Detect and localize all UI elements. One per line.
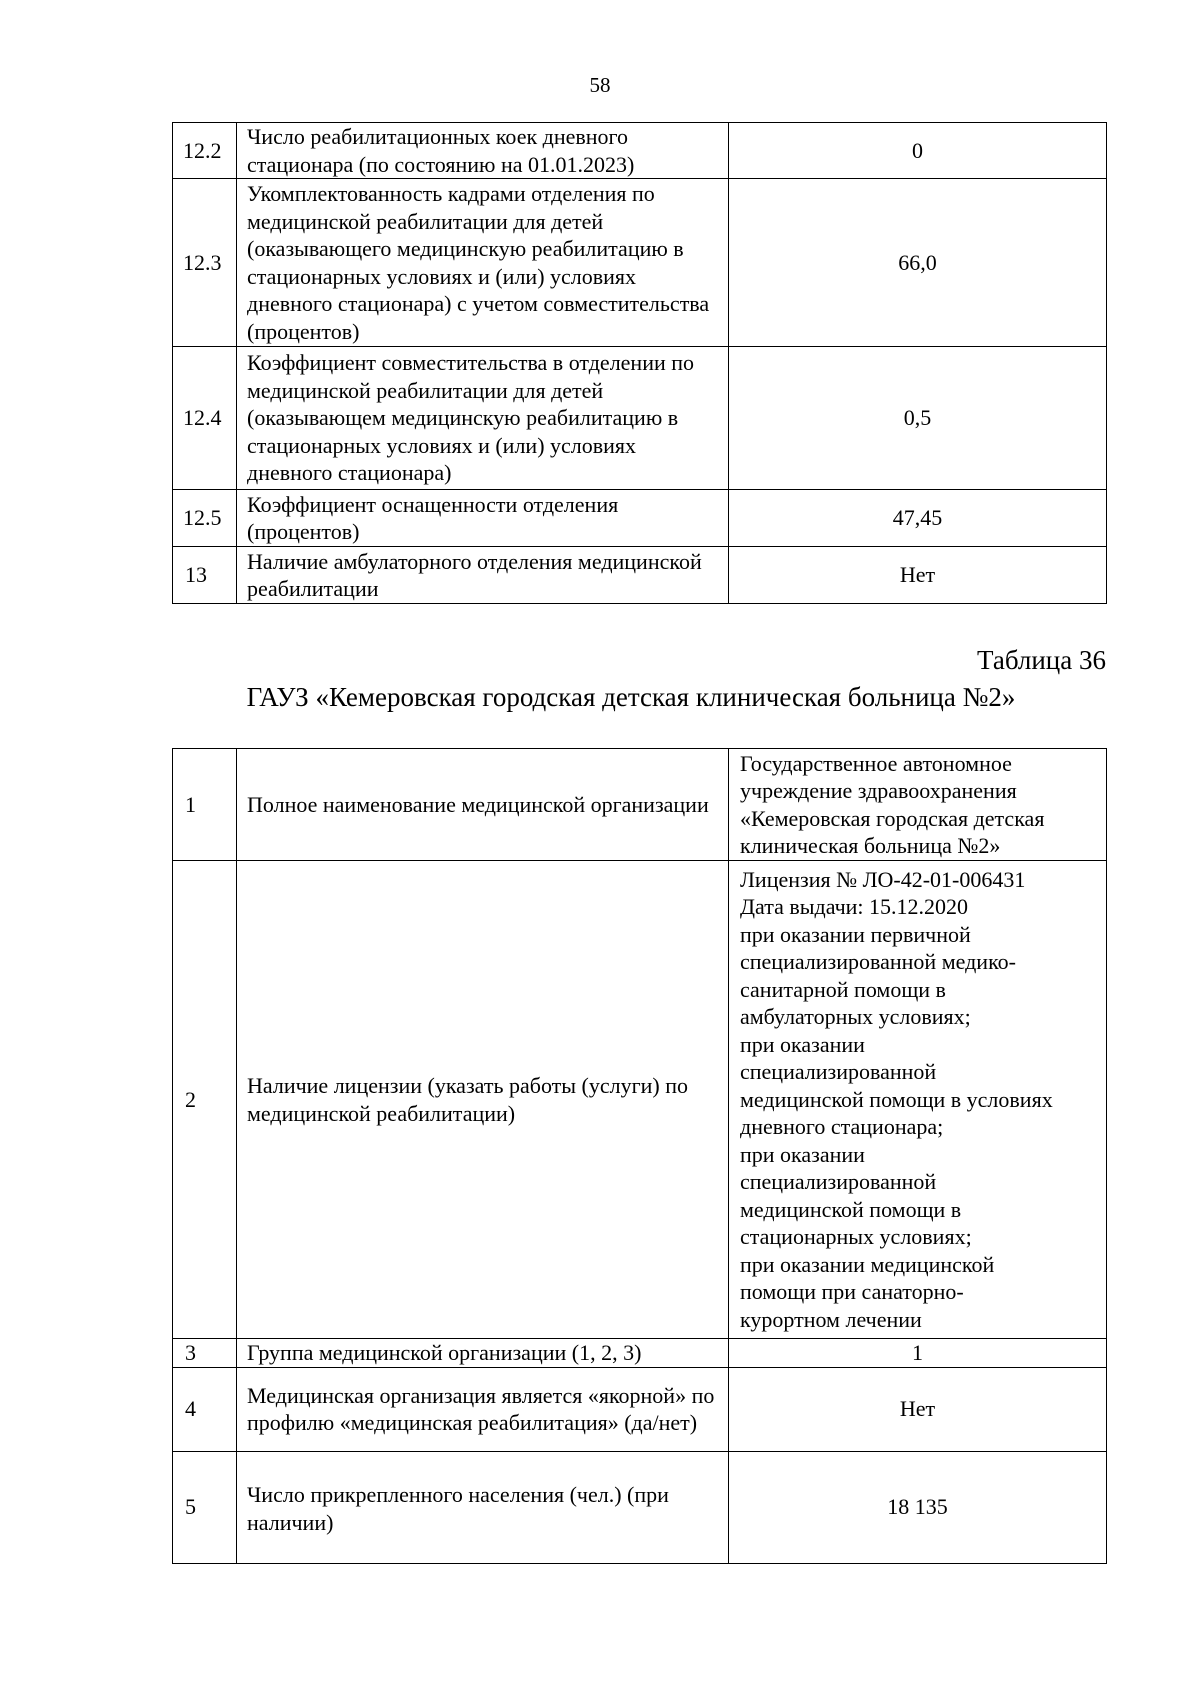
row-value: Нет	[729, 1367, 1107, 1451]
row-value: 66,0	[729, 179, 1107, 347]
table-main	[172, 748, 1107, 1564]
license-line: курортном лечении	[740, 1306, 922, 1332]
license-line: медицинской помощи в условиях	[740, 1086, 1053, 1112]
table-row	[173, 1339, 1107, 1368]
table-row	[173, 490, 1107, 547]
license-line: специализированной	[740, 1059, 937, 1085]
row-description: Наличие амбулаторного отделения медицинской реабилитации	[237, 547, 729, 604]
row-number: 4	[173, 1367, 237, 1451]
license-line: при оказании первичной	[740, 921, 971, 947]
table-top	[172, 122, 1107, 604]
license-line: дневного стационара;	[740, 1114, 944, 1140]
license-line: при оказании	[740, 1031, 865, 1057]
license-line: Лицензия № ЛО-42-01-006431	[740, 866, 1026, 892]
row-number: 13	[173, 547, 237, 604]
row-value: 0	[729, 123, 1107, 179]
license-line: стационарных условиях;	[740, 1224, 972, 1250]
row-description: Число прикрепленного населения (чел.) (при наличии)	[237, 1451, 729, 1563]
row-value: Государственное автономное учреждение здравоохранения «Кемеровская городская детская клиническая больница №2»	[729, 749, 1107, 861]
page-number: 58	[589, 73, 611, 97]
table-row	[173, 547, 1107, 604]
row-description: Наличие лицензии (указать работы (услуги) по медицинской реабилитации)	[237, 861, 729, 1339]
table-row	[173, 861, 1107, 1339]
row-description: Группа медицинской организации (1, 2, 3)	[237, 1339, 729, 1368]
row-number: 5	[173, 1451, 237, 1563]
license-line: амбулаторных условиях;	[740, 1004, 971, 1030]
license-line: помощи при санаторно-	[740, 1279, 964, 1305]
row-number: 12.5	[173, 490, 237, 547]
row-description: Коэффициент оснащенности отделения (процентов)	[237, 490, 729, 547]
row-number: 12.3	[173, 179, 237, 347]
row-description: Коэффициент совместительства в отделении по медицинской реабилитации для детей (оказывающем медицинскую реабилитацию в стационарных условиях и (или) условиях дневного стационара)	[237, 347, 729, 490]
row-value: 0,5	[729, 347, 1107, 490]
table-row	[173, 179, 1107, 347]
organization-title: ГАУЗ «Кемеровская городская детская клиническая больница №2»	[246, 682, 1016, 712]
row-description: Медицинская организация является «якорной» по профилю «медицинская реабилитация» (да/нет)	[237, 1367, 729, 1451]
license-line: специализированной медико-	[740, 949, 1016, 975]
table-row	[173, 1367, 1107, 1451]
license-line: специализированной	[740, 1169, 937, 1195]
table-row	[173, 347, 1107, 490]
table-row	[173, 1451, 1107, 1563]
row-number: 3	[173, 1339, 237, 1368]
license-line: при оказании	[740, 1141, 865, 1167]
row-value: Нет	[729, 547, 1107, 604]
license-line: при оказании медицинской	[740, 1251, 995, 1277]
license-line: медицинской помощи в	[740, 1196, 962, 1222]
row-number: 1	[173, 749, 237, 861]
license-details	[729, 861, 1107, 1339]
row-number: 12.2	[173, 123, 237, 179]
table-caption: Таблица 36	[977, 645, 1106, 675]
license-line: санитарной помощи в	[740, 976, 946, 1002]
row-description: Число реабилитационных коек дневного стационара (по состоянию на 01.01.2023)	[237, 123, 729, 179]
table-row	[173, 749, 1107, 861]
row-number: 12.4	[173, 347, 237, 490]
row-value: 1	[729, 1339, 1107, 1368]
license-line: Дата выдачи: 15.12.2020	[740, 894, 969, 920]
row-value: 47,45	[729, 490, 1107, 547]
row-description: Укомплектованность кадрами отделения по медицинской реабилитации для детей (оказывающего медицинскую реабилитацию в стационарных условиях и (или) условиях дневного стационара) с учетом совместительства (процентов)	[237, 179, 729, 347]
row-value: 18 135	[729, 1451, 1107, 1563]
row-description: Полное наименование медицинской организации	[237, 749, 729, 861]
row-number: 2	[173, 861, 237, 1339]
table-row	[173, 123, 1107, 179]
